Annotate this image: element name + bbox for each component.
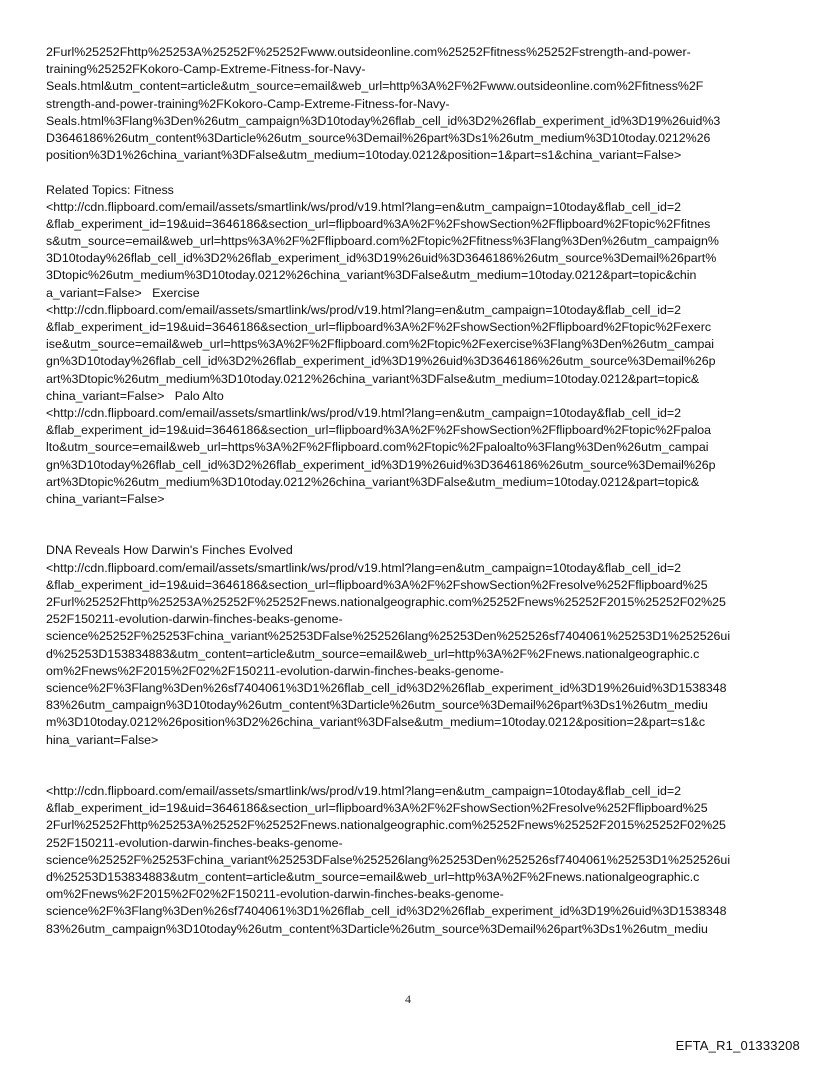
text-line: 252F150211-evolution-darwin-finches-beaks-genome- [46, 612, 343, 627]
text-line: s&utm_source=email&web_url=https%3A%2F%2Fflipboard.com%2Ftopic%2Ffitness%3Flang%3Den%26utm_campaign% [46, 234, 719, 249]
text-line: om%2Fnews%2F2015%2F02%2F150211-evolution-darwin-finches-beaks-genome- [46, 663, 504, 678]
article-title: DNA Reveals How Darwin's Finches Evolved [46, 543, 293, 558]
text-line: &flab_experiment_id=19&uid=3646186&section_url=flipboard%3A%2F%2FshowSection%2Fresolve%252Fflipboard%25 [46, 577, 708, 592]
text-line: <http://cdn.flipboard.com/email/assets/smartlink/ws/prod/v19.html?lang=en&utm_campaign=10today&flab_cell_id=2 [46, 784, 682, 799]
text-line: D3646186%26utm_content%3Darticle%26utm_source%3Demail%26part%3Ds1%26utm_medium%3D10today.0212%26 [46, 130, 711, 145]
text-line: position%3D1%26china_variant%3DFalse&utm_medium=10today.0212&position=1&part=s1&china_variant=False> [46, 148, 682, 163]
text-line: ise&utm_source=email&web_url=https%3A%2F%2Fflipboard.com%2Ftopic%2Fexercise%3Flang%3Den%26utm_campai [46, 337, 715, 352]
text-line: science%25252F%25253Fchina_variant%25253DFalse%252526lang%25253Den%252526sf7404061%25253D1%252526ui [46, 629, 731, 644]
text-line: 252F150211-evolution-darwin-finches-beaks-genome- [46, 835, 343, 850]
text-line: art%3Dtopic%26utm_medium%3D10today.0212%26china_variant%3DFalse&utm_medium=10today.0212&part=topic& [46, 371, 700, 386]
spacer [46, 508, 774, 542]
text-line: &flab_experiment_id=19&uid=3646186&section_url=flipboard%3A%2F%2FshowSection%2Fresolve%252Fflipboard%25 [46, 801, 708, 816]
text-line: 3Dtopic%26utm_medium%3D10today.0212%26china_variant%3DFalse&utm_medium=10today.0212&part=topic&chin [46, 268, 697, 283]
text-line: science%2F%3Flang%3Den%26sf7404061%3D1%26flab_cell_id%3D2%26flab_experiment_id%3D19%26uid%3D1538348 [46, 904, 727, 919]
page-number: 4 [405, 992, 411, 1006]
spacer [46, 164, 774, 181]
text-line: training%25252FKokoro-Camp-Extreme-Fitness-for-Navy- [46, 62, 366, 77]
document-page [46, 44, 774, 938]
text-line: <http://cdn.flipboard.com/email/assets/smartlink/ws/prod/v19.html?lang=en&utm_campaign=10today&flab_cell_id=2 [46, 199, 682, 214]
text-line: 2Furl%25252Fhttp%25253A%25252F%25252Fwww.outsideonline.com%25252Ffitness%25252Fstrength-and-power- [46, 45, 691, 59]
text-line: gn%3D10today%26flab_cell_id%3D2%26flab_experiment_id%3D19%26uid%3D3646186%26utm_source%3Demail%26p [46, 457, 716, 472]
link-fragment-block [46, 44, 774, 164]
text-line: 2Furl%25252Fhttp%25253A%25252F%25252Fnews.nationalgeographic.com%25252Fnews%25252F2015%25252F02%25 [46, 818, 726, 833]
spacer [46, 749, 774, 783]
text-line: 2Furl%25252Fhttp%25253A%25252F%25252Fnews.nationalgeographic.com%25252Fnews%25252F2015%25252F02%25 [46, 595, 726, 610]
text-line: &flab_experiment_id=19&uid=3646186&section_url=flipboard%3A%2F%2FshowSection%2Fflipboard%2Ftopic%2Ffitnes [46, 216, 711, 231]
text-line: gn%3D10today%26flab_cell_id%3D2%26flab_experiment_id%3D19%26uid%3D3646186%26utm_source%3Demail%26p [46, 354, 716, 369]
text-line: <http://cdn.flipboard.com/email/assets/smartlink/ws/prod/v19.html?lang=en&utm_campaign=10today&flab_cell_id=2 [46, 560, 682, 575]
text-line: science%25252F%25253Fchina_variant%25253DFalse%252526lang%25253Den%252526sf7404061%25253D1%252526ui [46, 852, 731, 867]
text-line: a_variant=False> Exercise [46, 285, 200, 300]
text-line: &flab_experiment_id=19&uid=3646186&section_url=flipboard%3A%2F%2FshowSection%2Fflipboard%2Ftopic%2Fexerc [46, 320, 712, 334]
link-block [46, 783, 774, 938]
text-line: &flab_experiment_id=19&uid=3646186&section_url=flipboard%3A%2F%2FshowSection%2Fflipboard%2Ftopic%2Fpaloa [46, 423, 712, 438]
text-line: art%3Dtopic%26utm_medium%3D10today.0212%26china_variant%3DFalse&utm_medium=10today.0212&part=topic& [46, 474, 700, 489]
text-line: <http://cdn.flipboard.com/email/assets/smartlink/ws/prod/v19.html?lang=en&utm_campaign=10today&flab_cell_id=2 [46, 405, 682, 420]
document-id: EFTA_R1_01333208 [675, 1038, 800, 1053]
text-line: 3D10today%26flab_cell_id%3D2%26flab_experiment_id%3D19%26uid%3D3646186%26utm_source%3Demail%26part% [46, 251, 717, 266]
text-line: Seals.html&utm_content=article&utm_source=email&web_url=http%3A%2F%2Fwww.outsideonline.com%2Ffitness%2F [46, 79, 704, 94]
text-line: china_variant=False> Palo Alto [46, 388, 224, 403]
text-line: 83%26utm_campaign%3D10today%26utm_content%3Darticle%26utm_source%3Demail%26part%3Ds1%26utm_mediu [46, 698, 708, 713]
text-line: m%3D10today.0212%26position%3D2%26china_variant%3DFalse&utm_medium=10today.0212&position=2&part=s1&c [46, 715, 706, 730]
related-topics-heading: Related Topics: Fitness [46, 182, 174, 197]
text-line: Seals.html%3Flang%3Den%26utm_campaign%3D10today%26flab_cell_id%3D2%26flab_experiment_id%3D19%26uid%3 [46, 113, 721, 128]
text-line: d%25253D153834883&utm_content=article&utm_source=email&web_url=http%3A%2F%2Fnews.nationalgeographic.c [46, 646, 700, 661]
text-line: strength-and-power-training%2FKokoro-Camp-Extreme-Fitness-for-Navy- [46, 96, 450, 111]
text-line: science%2F%3Flang%3Den%26sf7404061%3D1%26flab_cell_id%3D2%26flab_experiment_id%3D19%26uid%3D1538348 [46, 680, 727, 695]
text-line: om%2Fnews%2F2015%2F02%2F150211-evolution-darwin-finches-beaks-genome- [46, 887, 504, 902]
related-topics-block [46, 182, 774, 509]
text-line: 83%26utm_campaign%3D10today%26utm_content%3Darticle%26utm_source%3Demail%26part%3Ds1%26utm_mediu [46, 921, 708, 936]
text-line: lto&utm_source=email&web_url=https%3A%2F%2Fflipboard.com%2Ftopic%2Fpaloalto%3Flang%3Den%26utm_campai [46, 440, 709, 455]
text-line: d%25253D153834883&utm_content=article&utm_source=email&web_url=http%3A%2F%2Fnews.nationalgeographic.c [46, 870, 700, 885]
article-block [46, 542, 774, 748]
text-line: hina_variant=False> [46, 732, 159, 747]
text-line: china_variant=False> [46, 491, 165, 506]
text-line: <http://cdn.flipboard.com/email/assets/smartlink/ws/prod/v19.html?lang=en&utm_campaign=10today&flab_cell_id=2 [46, 302, 682, 317]
